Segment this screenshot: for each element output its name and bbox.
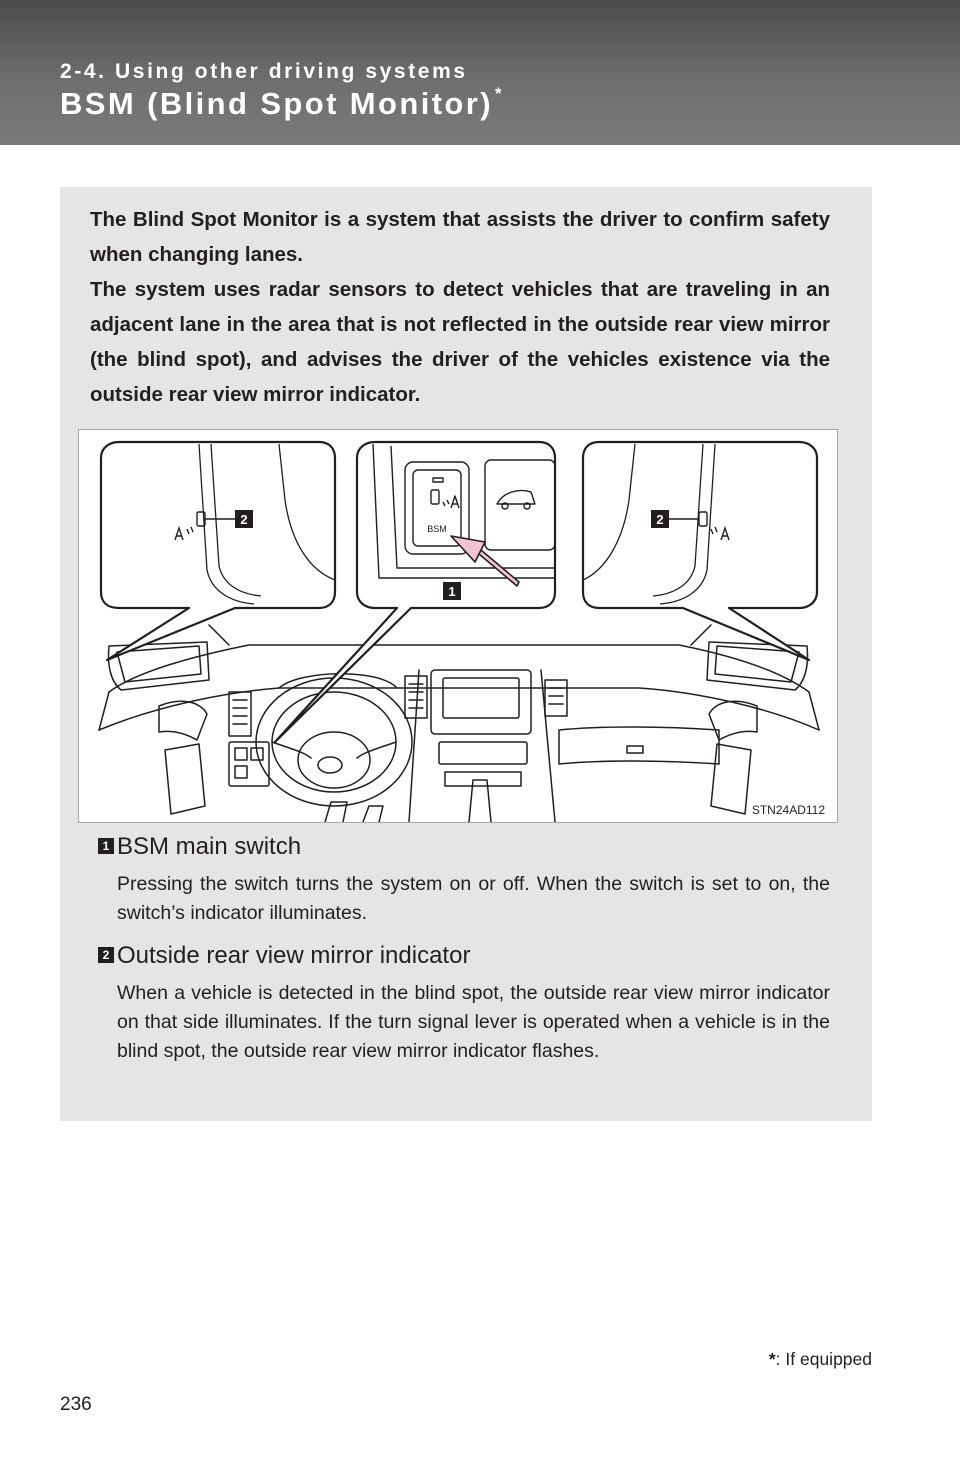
- callout-2-right: 2: [656, 512, 664, 527]
- item-2-badge: 2: [98, 947, 114, 963]
- content-box: [60, 187, 872, 1121]
- page-header: [0, 0, 960, 145]
- item-1-title: BSM main switch: [117, 833, 302, 860]
- callout-2-left: 2: [240, 512, 248, 527]
- callout-1: 1: [448, 584, 456, 599]
- intro-paragraph-1: The Blind Spot Monitor is a system that assists the driver to confirm safety when changing lanes.: [90, 208, 830, 266]
- item-2-title: Outside rear view mirror indicator: [117, 942, 471, 969]
- footnote-mark: *: [768, 1349, 776, 1369]
- bsm-switch-text: BSM: [427, 524, 447, 534]
- page-title: [60, 86, 502, 122]
- page-title-text: BSM (Blind Spot Monitor): [60, 86, 493, 121]
- footnote-text: : If equipped: [775, 1349, 872, 1369]
- item-2-description: When a vehicle is detected in the blind spot, the outside rear view mirror indicator on that side illuminates. If the turn signal lever is operated when a vehicle is in the blind spot, the outside rear view mirror indicator flashes.: [117, 982, 830, 1062]
- intro-paragraph-2: The system uses radar sensors to detect vehicles that are traveling in an adjacent lane in the area that is not reflected in the outside rear view mirror (the blind spot), and advises the driver of the vehicles existence via the outside rear view mirror indicator.: [90, 278, 830, 406]
- section-label: 2-4. Using other driving systems: [60, 60, 468, 83]
- figure-code: STN24AD112: [751, 803, 825, 817]
- footnote: [769, 1349, 872, 1370]
- equipped-mark: *: [494, 84, 502, 103]
- intro-text: [90, 202, 830, 412]
- dashboard-illustration-svg: [79, 430, 837, 822]
- item-1-description: Pressing the switch turns the system on or off. When the switch is set to on, the switch’s indicator illuminates.: [117, 873, 830, 924]
- dashboard-illustration: [78, 429, 838, 823]
- page-number: 236: [60, 1394, 92, 1415]
- item-1-badge: 1: [98, 838, 114, 854]
